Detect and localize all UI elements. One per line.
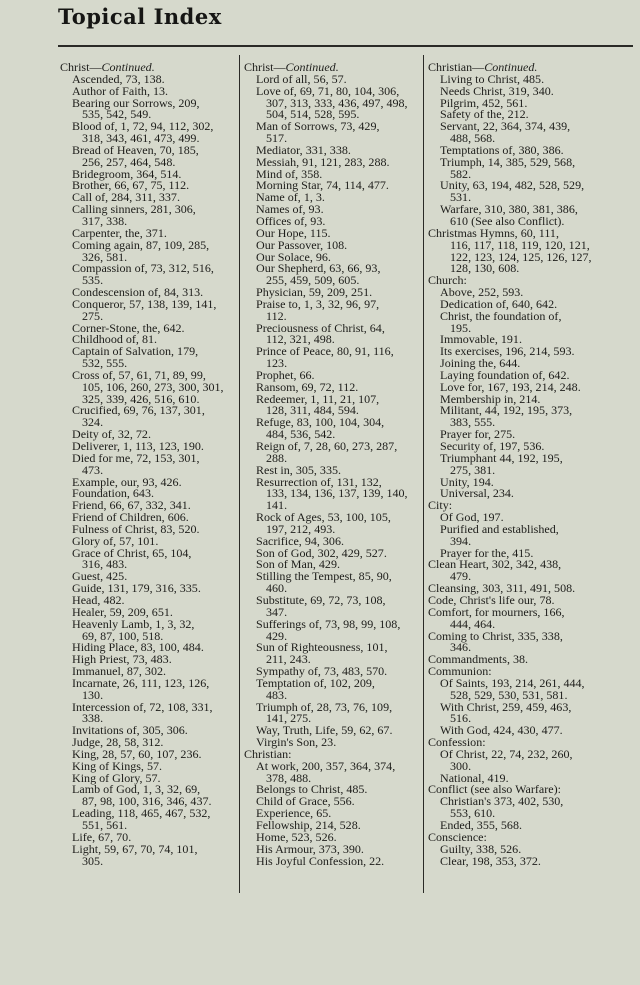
index-entry-text: Love of, 69, 71, 80, 104, 306, — [256, 83, 400, 98]
index-entry-text: Christ— — [60, 62, 102, 74]
header-rule — [58, 45, 633, 47]
index-entry-text: Mediator, 331, 338. — [256, 142, 351, 157]
index-entry-text: Messiah, 91, 121, 283, 288. — [256, 154, 390, 169]
index-entry-text: Membership in, 214. — [440, 391, 541, 406]
index-entry-text: 551, 561. — [82, 818, 128, 832]
index-entry-text: 535. — [82, 273, 104, 288]
index-entry-text: 504, 514, 528, 595. — [266, 107, 360, 122]
index-entry-text: Christ— — [244, 62, 286, 74]
index-entry-text: 484, 536, 542. — [266, 427, 336, 442]
index-entry-text: City: — [428, 498, 453, 513]
index-entry-text: Rock of Ages, 53, 100, 105, — [256, 510, 391, 525]
index-entry-text: 553, 610. — [450, 806, 496, 821]
index-entry-text: 256, 257, 464, 548. — [82, 154, 176, 169]
column-divider-2 — [423, 55, 424, 893]
index-entry-text: Hiding Place, 83, 100, 484. — [72, 640, 204, 655]
index-entry-text: Coming again, 87, 109, 285, — [72, 237, 210, 252]
index-entry-text: 69, 87, 100, 518. — [82, 628, 164, 643]
index-entry-text: Fulness of Christ, 83, 520. — [72, 521, 200, 536]
index-entry-text: Militant, 44, 192, 195, 373, — [440, 403, 573, 418]
index-entry — [428, 488, 634, 500]
index-entry-text: Prince of Peace, 80, 91, 116, — [256, 344, 394, 359]
index-entry-text: King of Kings, 57. — [72, 758, 163, 773]
index-entry-text: Preciousness of Christ, 64, — [256, 320, 385, 335]
index-entry-text: Unity, 194. — [440, 474, 494, 489]
index-entry-text: Clean Heart, 302, 342, 438, — [428, 557, 562, 572]
index-entry-text: Conflict (see also Warfare): — [428, 782, 561, 797]
index-entry-text: Died for me, 72, 153, 301, — [72, 450, 200, 465]
index-entry-text: Light, 59, 67, 70, 74, 101, — [72, 841, 198, 856]
index-entry-text: 444, 464. — [450, 616, 496, 631]
index-entry-text: Our Solace, 96. — [256, 249, 331, 264]
index-entry-text: Christian's 373, 402, 530, — [440, 794, 564, 809]
index-entry-text: 275. — [82, 308, 104, 323]
index-entry-text: Bearing our Sorrows, 209, — [72, 95, 200, 110]
index-entry-text: Conqueror, 57, 138, 139, 141, — [72, 296, 217, 311]
index-entry-text: Man of Sorrows, 73, 429, — [256, 119, 380, 134]
index-entry-text: Triumph of, 28, 73, 76, 109, — [256, 699, 393, 714]
index-entry-text: Redeemer, 1, 11, 21, 107, — [256, 391, 380, 406]
index-entry-text: 197, 212, 493. — [266, 521, 336, 536]
index-entry-text: Coming to Christ, 335, 338, — [428, 628, 563, 643]
index-entry-text: Heavenly Lamb, 1, 3, 32, — [72, 616, 195, 631]
index-entry-text: 195. — [450, 320, 472, 335]
index-entry-text: Reign of, 7, 28, 60, 273, 287, — [256, 439, 398, 453]
index-entry-text: Stilling the Tempest, 85, 90, — [256, 569, 392, 584]
index-entry-text: Servant, 22, 364, 374, 439, — [440, 119, 571, 134]
index-entry-text: 141. — [266, 498, 288, 513]
index-entry-text: 130. — [82, 687, 104, 702]
index-entry-text: Names of, 93. — [256, 202, 324, 217]
index-entry-text: Immanuel, 87, 302. — [72, 664, 167, 679]
index-entry-text: Resurrection of, 131, 132, — [256, 474, 382, 489]
index-entry-text: 479. — [450, 569, 472, 584]
index-entry-text: National, 419. — [440, 770, 509, 785]
index-entry-text: 460. — [266, 581, 288, 596]
index-entry-text: Deity of, 32, 72. — [72, 427, 151, 442]
index-entry-text: Conscience: — [428, 829, 487, 844]
index-column-3 — [428, 62, 634, 982]
index-entry — [244, 853, 421, 868]
index-entry-text: Temptations of, 380, 386. — [440, 142, 564, 157]
index-entry-text: 347. — [266, 604, 288, 619]
index-entry-text: Head, 482. — [72, 592, 125, 607]
index-entry-text: Dedication of, 640, 642. — [440, 296, 558, 311]
index-entry-text: Of God, 197. — [440, 510, 504, 525]
index-entry-text: 112, 321, 498. — [266, 332, 335, 347]
index-entry-text: 483. — [266, 687, 288, 702]
index-entry-text: 141, 275. — [266, 711, 312, 726]
index-entry-text: Lamb of God, 1, 3, 32, 69, — [72, 782, 201, 797]
index-entry-text: 346. — [450, 640, 472, 655]
index-entry-text: Way, Truth, Life, 59, 62, 67. — [256, 723, 393, 738]
index-entry-text: 133, 134, 136, 137, 139, 140, — [266, 486, 408, 501]
index-entry-text: Leading, 118, 465, 467, 532, — [72, 806, 211, 821]
index-entry-text: Judge, 28, 58, 312. — [72, 735, 164, 750]
index-entry-text: Rest in, 305, 335. — [256, 462, 341, 477]
index-column-2 — [244, 62, 421, 982]
index-entry-text: Of Christ, 22, 74, 232, 260, — [440, 746, 573, 761]
index-entry-text: Safety of the, 212. — [440, 107, 529, 122]
index-entry — [60, 853, 236, 868]
index-entry-text: Our Hope, 115. — [256, 225, 331, 240]
index-entry-text: 473. — [82, 462, 104, 477]
index-entry-text: Friend, 66, 67, 332, 341. — [72, 498, 191, 513]
index-entry-text: Intercession of, 72, 108, 331, — [72, 699, 213, 714]
continued-label: Continued. — [285, 62, 339, 74]
index-entry-text: Condescension of, 84, 313. — [72, 285, 204, 300]
index-entry-text: 531. — [450, 190, 472, 205]
index-entry-text: 300. — [450, 758, 472, 773]
index-entry-text: Substitute, 69, 72, 73, 108, — [256, 592, 386, 607]
index-entry-text: Call of, 284, 311, 337. — [72, 190, 180, 205]
index-entry-text: 429. — [266, 628, 288, 643]
index-entry-text: 288. — [266, 450, 288, 465]
index-entry-text: Brother, 66, 67, 75, 112. — [72, 178, 190, 193]
index-entry-text: Calling sinners, 281, 306, — [72, 202, 196, 217]
index-entry-text: Healer, 59, 209, 651. — [72, 604, 173, 619]
index-entry-text: Christmas Hymns, 60, 111, — [428, 225, 559, 240]
index-entry-text: Unity, 63, 194, 482, 528, 529, — [440, 178, 585, 193]
index-entry-text: 123. — [266, 356, 288, 371]
index-entry-text: Pilgrim, 452, 561. — [440, 95, 528, 110]
index-entry-text: Triumph, 14, 385, 529, 568, — [440, 154, 576, 169]
index-entry-text: Bridegroom, 364, 514. — [72, 166, 182, 181]
index-entry-text: Incarnate, 26, 111, 123, 126, — [72, 675, 210, 690]
index-entry-text: 116, 117, 118, 119, 120, 121, — [450, 237, 590, 252]
index-entry-text: Morning Star, 74, 114, 477. — [256, 178, 389, 193]
index-entry-text: Virgin's Son, 23. — [256, 735, 337, 750]
index-entry-text: Its exercises, 196, 214, 593. — [440, 344, 575, 359]
index-entry-text: Guest, 425. — [72, 569, 128, 584]
index-entry-text: Laying foundation of, 642. — [440, 367, 570, 382]
index-entry-text: 517. — [266, 131, 288, 146]
column-divider-1 — [239, 55, 240, 893]
index-entry-text: Love for, 167, 193, 214, 248. — [440, 379, 581, 394]
index-entry-text: Prayer for the, 415. — [440, 545, 534, 560]
index-entry-text: Christian— — [428, 62, 485, 74]
index-entry-text: Crucified, 69, 76, 137, 301, — [72, 403, 205, 418]
index-entry-text: Commandments, 38. — [428, 652, 529, 667]
index-entry-text: Mind of, 358. — [256, 166, 323, 181]
index-entry-text: Compassion of, 73, 312, 516, — [72, 261, 214, 276]
index-entry-text: Immovable, 191. — [440, 332, 522, 347]
index-entry-text: Son of God, 302, 429, 527. — [256, 545, 387, 560]
index-entry-text: High Priest, 73, 483. — [72, 652, 172, 667]
index-entry-text: 325, 339, 426, 516, 610. — [82, 391, 200, 406]
index-entry-text: Sufferings of, 73, 98, 99, 108, — [256, 616, 401, 631]
index-entry-text: Prayer for, 275. — [440, 427, 516, 442]
index-entry-text: 528, 529, 530, 531, 581. — [450, 687, 568, 702]
index-entry-text: 394. — [450, 533, 472, 548]
index-entry-text: 122, 123, 124, 125, 126, 127, — [450, 249, 592, 264]
index-entry-text: Blood of, 1, 72, 94, 112, 302, — [72, 119, 214, 134]
index-entry-text: Security of, 197, 536. — [440, 439, 545, 453]
index-entry-text: Communion: — [428, 664, 492, 679]
index-entry-text: Above, 252, 593. — [440, 285, 524, 300]
index-entry-text: King of Glory, 57. — [72, 770, 161, 785]
index-entry — [428, 853, 634, 868]
index-entry-text: Ransom, 69, 72, 112. — [256, 379, 359, 394]
index-entry-text: 316, 483. — [82, 557, 128, 572]
index-entry-text: Author of Faith, 13. — [72, 83, 169, 98]
index-entry-text: Deliverer, 1, 113, 123, 190. — [72, 439, 204, 453]
index-entry-text: At work, 200, 357, 364, 374, — [256, 758, 396, 773]
index-entry-text: Comfort, for mourners, 166, — [428, 604, 565, 619]
index-entry-text: Carpenter, the, 371. — [72, 225, 167, 240]
index-entry-text: With God, 424, 430, 477. — [440, 723, 563, 738]
index-entry-text: 317, 338. — [82, 213, 128, 228]
index-entry-text: 128, 130, 608. — [450, 261, 520, 276]
index-entry-text: Confession: — [428, 735, 486, 750]
index-entry-text: 378, 488. — [266, 770, 312, 785]
index-entry-text: Life, 67, 70. — [72, 829, 132, 844]
index-entry-text: Christian: — [244, 746, 292, 761]
index-entry-text: 307, 313, 333, 436, 497, 498, — [266, 95, 408, 110]
index-column-1 — [60, 62, 236, 982]
index-entry-text: His Armour, 373, 390. — [256, 841, 364, 856]
index-entry-text: 488, 568. — [450, 131, 496, 146]
index-entry-text: Experience, 65. — [256, 806, 332, 821]
index-entry-text: Name of, 1, 3. — [256, 190, 325, 205]
index-entry-text: Physician, 59, 209, 251. — [256, 285, 373, 300]
index-entry-text: Bread of Heaven, 70, 185, — [72, 142, 199, 157]
continued-label: Continued. — [101, 62, 155, 74]
index-entry-text: 87, 98, 100, 316, 346, 437. — [82, 794, 212, 809]
continued-label: Continued. — [484, 62, 538, 74]
index-entry-text: Clear, 198, 353, 372. — [440, 853, 541, 868]
index-entry-text: Guilty, 338, 526. — [440, 841, 522, 856]
index-entry-text: 610 (See also Conflict). — [450, 213, 565, 228]
index-entry-text: 338. — [82, 711, 104, 726]
index-entry-text: Our Shepherd, 63, 66, 93, — [256, 261, 381, 276]
index-entry-text: Temptation of, 102, 209, — [256, 675, 375, 690]
index-entry-text: Cleansing, 303, 311, 491, 508. — [428, 581, 576, 596]
index-entry-text: Corner-Stone, the, 642. — [72, 320, 185, 335]
index-entry-text: Lord of all, 56, 57. — [256, 71, 347, 86]
index-entry-text: Son of Man, 429. — [256, 557, 340, 572]
index-entry-text: Christ, the foundation of, — [440, 308, 562, 323]
index-entry-text: 105, 106, 260, 273, 300, 301, — [82, 379, 224, 394]
index-entry-text: 582. — [450, 166, 472, 181]
index-entry-text: Glory of, 57, 101. — [72, 533, 159, 548]
index-entry-text: Prophet, 66. — [256, 367, 315, 382]
index-entry-text: Church: — [428, 273, 467, 288]
index-entry-text: Code, Christ's life our, 78. — [428, 592, 555, 607]
index-entry-text: 305. — [82, 853, 104, 868]
index-entry-text: 318, 343, 461, 473, 499. — [82, 131, 200, 146]
index-entry-text: Joining the, 644. — [440, 356, 521, 371]
index-entry-text: 324. — [82, 415, 104, 430]
index-entry-text: 211, 243. — [266, 652, 311, 667]
index-entry-text: Cross of, 57, 61, 71, 89, 99, — [72, 367, 206, 382]
index-entry-text: His Joyful Confession, 22. — [256, 853, 385, 868]
index-entry-text: Of Saints, 193, 214, 261, 444, — [440, 675, 585, 690]
index-entry-text: Childhood of, 81. — [72, 332, 157, 347]
index-entry-text: Foundation, 643. — [72, 486, 154, 501]
index-entry-text: 255, 459, 509, 605. — [266, 273, 360, 288]
index-entry-text: Belongs to Christ, 485. — [256, 782, 368, 797]
index-entry-text: Needs Christ, 319, 340. — [440, 83, 554, 98]
index-entry-text: Praise to, 1, 3, 32, 96, 97, — [256, 296, 380, 311]
index-entry-text: Invitations of, 305, 306. — [72, 723, 188, 738]
index-entry-text: Example, our, 93, 426. — [72, 474, 182, 489]
index-entry-text: Sympathy of, 73, 483, 570. — [256, 664, 388, 679]
index-entry-text: 383, 555. — [450, 415, 496, 430]
index-entry-text: Warfare, 310, 380, 381, 386, — [440, 202, 578, 217]
index-entry-text: Ended, 355, 568. — [440, 818, 522, 832]
index-entry-text: Triumphant 44, 192, 195, — [440, 450, 563, 465]
index-entry-text: Universal, 234. — [440, 486, 514, 501]
index-entry-text: 112. — [266, 308, 287, 323]
index-entry-text: Our Passover, 108. — [256, 237, 348, 252]
index-entry-text: 516. — [450, 711, 472, 726]
index-entry-text: 326, 581. — [82, 249, 128, 264]
page-title: Topical Index — [58, 4, 222, 29]
index-entry-text: Fellowship, 214, 528. — [256, 818, 361, 832]
index-entry-text: Grace of Christ, 65, 104, — [72, 545, 192, 560]
index-entry-text: 275, 381. — [450, 462, 496, 477]
index-entry-text: King, 28, 57, 60, 107, 236. — [72, 746, 202, 761]
index-entry-text: Friend of Children, 606. — [72, 510, 189, 525]
index-entry-text: Living to Christ, 485. — [440, 71, 545, 86]
index-entry-text: 128, 311, 484, 594. — [266, 403, 359, 418]
index-entry-text: Guide, 131, 179, 316, 335. — [72, 581, 201, 596]
index-entry-text: Refuge, 83, 100, 104, 304, — [256, 415, 385, 430]
index-entry-text: 535, 542, 549. — [82, 107, 152, 122]
index-entry-text: Ascended, 73, 138. — [72, 71, 165, 86]
index-entry-text: Sacrifice, 94, 306. — [256, 533, 344, 548]
index-entry-text: Offices of, 93. — [256, 213, 326, 228]
index-entry-text: Captain of Salvation, 179, — [72, 344, 199, 359]
index-entry-text: Home, 523, 526. — [256, 829, 337, 844]
index-entry-text: Child of Grace, 556. — [256, 794, 355, 809]
index-entry-text: Sun of Righteousness, 101, — [256, 640, 388, 655]
index-entry-text: With Christ, 259, 459, 463, — [440, 699, 572, 714]
index-entry-text: 532, 555. — [82, 356, 128, 371]
index-entry-text: Purified and established, — [440, 521, 559, 536]
